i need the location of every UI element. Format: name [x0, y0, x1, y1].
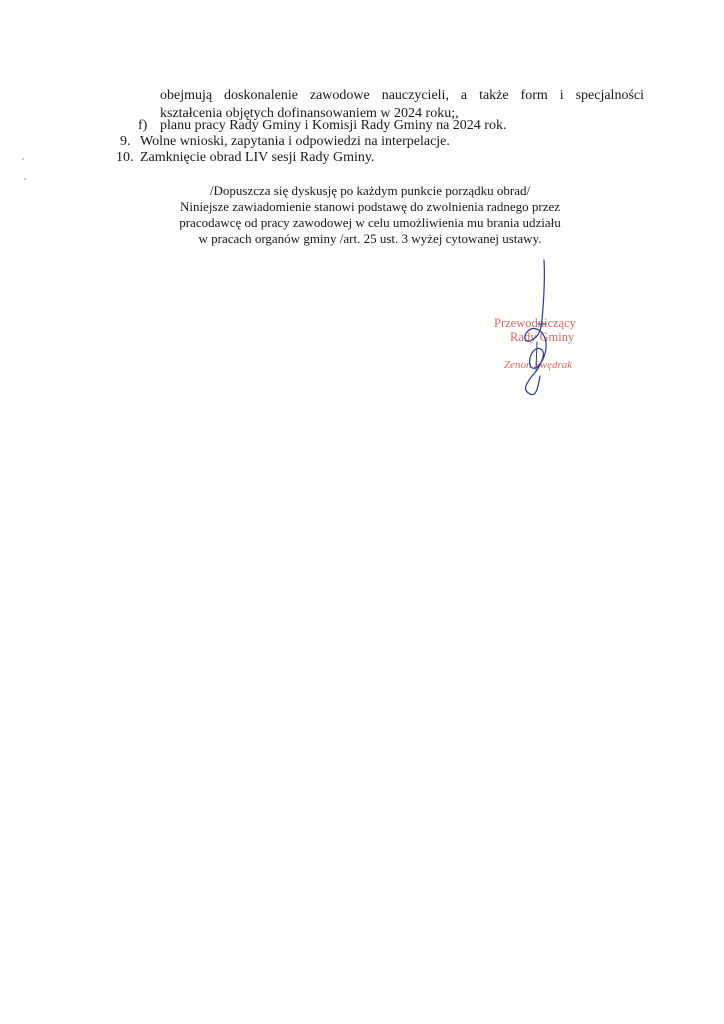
- notice-block: [160, 183, 580, 247]
- notice-line-2: Niniejsze zawiadomienie stanowi podstawę do zwolnienia radnego przez: [179, 199, 561, 214]
- continuation-line-1: obejmują doskonalenie zawodowe nauczycieli, a także form i specjalności: [160, 88, 644, 103]
- scan-speck: [24, 178, 26, 180]
- stamp-name: Zenon Swędrak: [504, 359, 573, 371]
- item-9-text: Wolne wnioski, zapytania i odpowiedzi na interpelacje.: [140, 134, 450, 149]
- item-10-text: Zamknięcie obrad LIV sesji Rady Gminy.: [140, 150, 375, 165]
- item-f-text: planu pracy Rady Gminy i Komisji Rady Gminy na 2024 rok.: [160, 118, 507, 133]
- notice-line-3: pracodawcę od pracy zawodowej w celu umożliwienia mu brania udziału: [179, 215, 561, 230]
- stamp-title-line-2: Rady Gminy: [510, 330, 575, 344]
- item-9-marker: 9.: [120, 134, 131, 149]
- item-10-marker: 10.: [116, 150, 134, 165]
- notice-line-4: w pracach organów gminy /art. 25 ust. 3 wyżej cytowanej ustawy.: [198, 231, 542, 246]
- item-f-marker: f): [138, 118, 148, 133]
- continuation-line-2: kształcenia objętych dofinansowaniem w 2024 roku;,: [160, 106, 459, 121]
- stamp-title-line-1: Przewodniczący: [494, 316, 576, 330]
- scan-speck: [22, 158, 24, 160]
- chairman-stamp: [494, 258, 604, 398]
- notice-line-1: /Dopuszcza się dyskusję po każdym punkcie porządku obrad/: [209, 183, 531, 198]
